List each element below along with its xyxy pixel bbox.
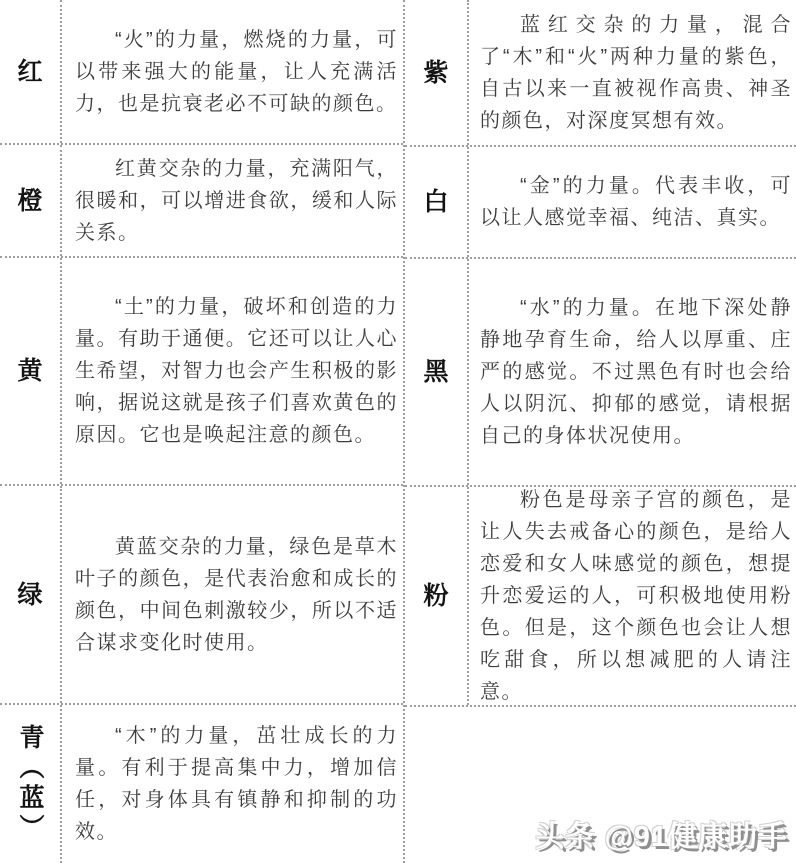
row-orange bbox=[0, 145, 403, 258]
row-red bbox=[0, 0, 403, 145]
color-description-black: “水”的力量。在地下深处静静地孕育生命，给人以厚重、庄严的感觉。不过黑色有时也会给人以阴沉、抑郁的感觉，请根据自己的身体状况使用。 bbox=[480, 297, 792, 447]
color-label-white: 白 bbox=[423, 188, 449, 216]
color-label-cell-red bbox=[0, 0, 62, 143]
color-label-red: 红 bbox=[17, 57, 43, 86]
color-text-cell-yellow bbox=[62, 258, 403, 484]
row-pink bbox=[405, 487, 796, 707]
color-label-cell-yellow bbox=[0, 258, 62, 484]
color-label-green: 绿 bbox=[17, 580, 43, 609]
color-label-cell-black bbox=[405, 259, 469, 485]
color-description-orange: 红黄交杂的力量，充满阳气，很暖和，可以增进食欲，缓和人际关系。 bbox=[75, 157, 398, 244]
row-black bbox=[405, 259, 796, 487]
color-label-purple: 紫 bbox=[423, 58, 449, 87]
color-label-cell-green bbox=[0, 486, 62, 703]
right-column bbox=[403, 0, 796, 863]
color-label-cell-purple bbox=[405, 0, 469, 145]
color-description-yellow: “土”的力量，破坏和创造的力量。有助于通便。它还可以让人心生希望，对智力也会产生积极的影响，据说这就是孩子们喜欢黄色的原因。它也是唤起注意的颜色。 bbox=[75, 296, 398, 446]
color-label-cell-orange bbox=[0, 145, 62, 256]
color-text-cell-purple bbox=[469, 0, 796, 145]
color-description-purple: 蓝红交杂的力量，混合了“木”和“火”两种力量的紫色，自古以来一直被视作高贵、神圣的颜色，对深度冥想有效。 bbox=[480, 13, 792, 132]
row-green bbox=[0, 486, 403, 705]
color-label-cell-cyan-blue bbox=[0, 705, 62, 863]
color-text-cell-orange bbox=[62, 145, 403, 256]
color-label-orange: 橙 bbox=[17, 186, 43, 215]
color-description-red: “火”的力量，燃烧的力量，可以带来强大的能量，让人充满活力，也是抗衰老必不可缺的颜色。 bbox=[75, 28, 398, 115]
row-white bbox=[405, 147, 796, 259]
watermark-text: 头条 @91健康助手 bbox=[535, 821, 788, 853]
color-description-pink: 粉色是母亲子宫的颜色，是让人失去戒备心的颜色，是给人恋爱和女人味感觉的颜色，想提升恋爱运的人，可积极地使用粉色。但是，这个颜色也会让人想吃甜食，所以想减肥的人请注意。 bbox=[480, 489, 792, 703]
footer-area bbox=[405, 707, 796, 863]
color-text-cell-red bbox=[62, 0, 403, 143]
color-text-cell-green bbox=[62, 486, 403, 703]
color-label-cyan-blue: 青（蓝） bbox=[16, 724, 44, 844]
color-description-green: 黄蓝交杂的力量，绿色是草木叶子的颜色，是代表治愈和成长的颜色，中间色刺激较少，所以不适合谋求变化时使用。 bbox=[75, 535, 398, 654]
color-label-black: 黑 bbox=[423, 358, 449, 386]
color-text-cell-black bbox=[469, 259, 796, 485]
color-description-white: “金”的力量。代表丰收，可以让人感觉幸福、纯洁、真实。 bbox=[480, 175, 792, 229]
color-label-cell-white bbox=[405, 147, 469, 257]
color-label-yellow: 黄 bbox=[17, 357, 43, 385]
color-description-cyan-blue: “木”的力量，茁壮成长的力量。有利于提高集中力，增加信任，对身体具有镇静和抑制的功效。 bbox=[75, 725, 398, 843]
row-purple bbox=[405, 0, 796, 147]
color-text-cell-pink bbox=[469, 487, 796, 705]
color-label-pink: 粉 bbox=[423, 582, 449, 610]
color-text-cell-cyan-blue bbox=[62, 705, 403, 863]
row-yellow bbox=[0, 258, 403, 486]
row-cyan-blue bbox=[0, 705, 403, 863]
color-label-cell-pink bbox=[405, 487, 469, 705]
color-text-cell-white bbox=[469, 147, 796, 257]
